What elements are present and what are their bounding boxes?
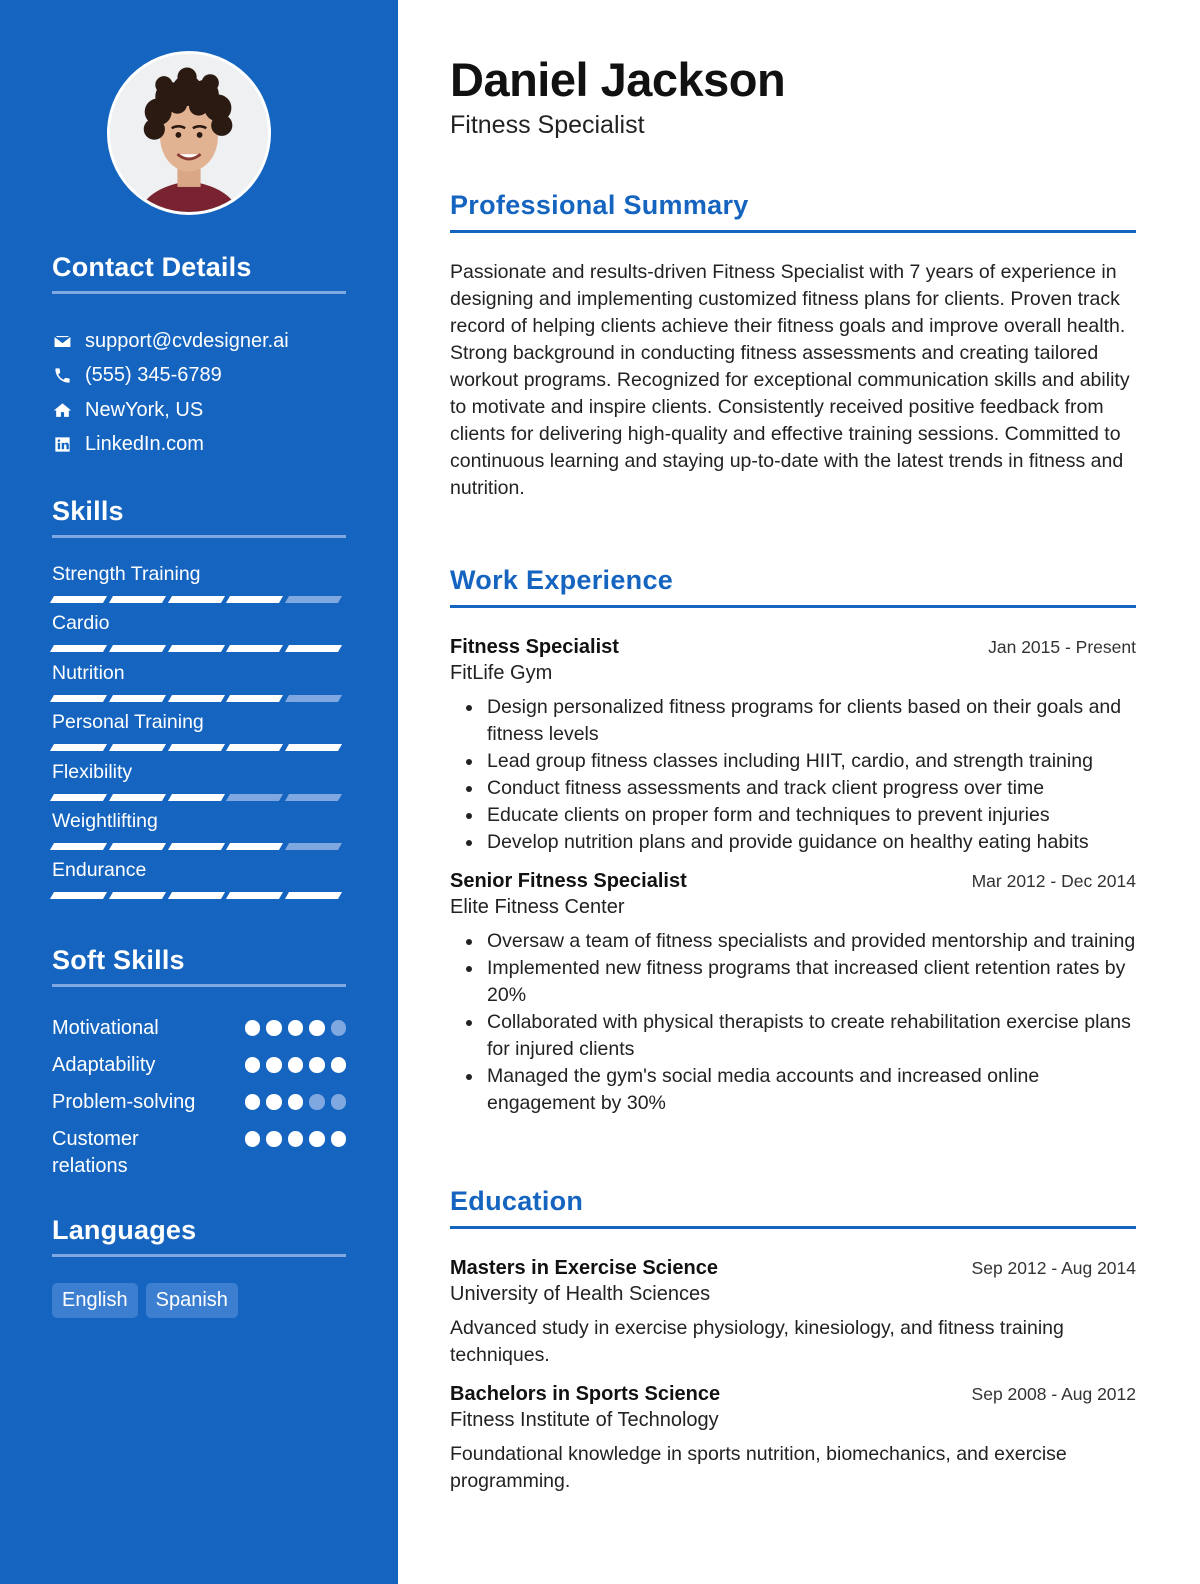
skill-name: Weightlifting: [52, 809, 158, 832]
skill-level-segment: [226, 596, 283, 603]
contact-phone[interactable]: [52, 359, 346, 394]
skill-level-bar: [52, 596, 346, 603]
soft-skills-heading: Soft Skills: [52, 945, 346, 987]
skill-level-segment: [226, 744, 283, 751]
skill-level-segment: [285, 843, 342, 850]
skill-item: [52, 809, 346, 858]
soft-skill-item: [52, 1126, 346, 1180]
rating-dot: [331, 1094, 347, 1110]
skill-level-segment: [168, 843, 225, 850]
skill-level-segment: [109, 843, 166, 850]
rating-dot: [266, 1020, 282, 1036]
experience-heading: Work Experience: [450, 565, 1136, 608]
soft-skill-name: Customer relations: [52, 1128, 139, 1177]
skill-level-segment: [285, 744, 342, 751]
job-company: FitLife Gym: [450, 662, 553, 684]
soft-skill-rating: [245, 1089, 347, 1110]
soft-skill-item: [52, 1015, 346, 1042]
skill-level-segment: [285, 892, 342, 899]
skill-level-segment: [226, 695, 283, 702]
skill-level-segment: [109, 695, 166, 702]
rating-dot: [331, 1131, 347, 1147]
contact-heading: Contact Details: [52, 252, 346, 294]
soft-skill-name: Problem-solving: [52, 1091, 196, 1113]
soft-skill-name: Adaptability: [52, 1054, 156, 1076]
degree-title: Masters in Exercise Science: [450, 1257, 718, 1279]
soft-skill-rating: [245, 1015, 347, 1036]
job-bullet: Educate clients on proper form and techniques to prevent injuries: [487, 802, 1136, 829]
skill-level-segment: [226, 645, 283, 652]
rating-dot: [288, 1131, 304, 1147]
skill-level-segment: [50, 596, 107, 603]
skill-name: Flexibility: [52, 760, 133, 783]
contact-phone-text: (555) 345-6789: [85, 364, 222, 387]
contact-linkedin[interactable]: [52, 428, 346, 463]
skill-item: [52, 562, 346, 611]
rating-dot: [245, 1057, 261, 1073]
contact-list: [52, 324, 346, 462]
job-title: Fitness Specialist: [450, 636, 619, 658]
skill-item: [52, 710, 346, 759]
skill-level-segment: [50, 794, 107, 801]
languages-section: [52, 1215, 346, 1318]
rating-dot: [309, 1131, 325, 1147]
skill-level-segment: [168, 744, 225, 751]
job-date: Jan 2015 - Present: [988, 637, 1136, 657]
job-bullet: Lead group fitness classes including HIIT, cardio, and strength training: [487, 748, 1136, 775]
rating-dot: [309, 1094, 325, 1110]
education-heading: Education: [450, 1186, 1136, 1229]
education-section: [450, 1186, 1136, 1495]
job-bullet: Develop nutrition plans and provide guidance on healthy eating habits: [487, 829, 1136, 856]
skill-item: [52, 611, 346, 660]
language-tag: Spanish: [146, 1283, 238, 1318]
rating-dot: [245, 1094, 261, 1110]
job-bullet: Implemented new fitness programs that increased client retention rates by 20%: [487, 955, 1136, 1009]
skill-level-segment: [168, 695, 225, 702]
candidate-name: Daniel Jackson: [450, 53, 786, 106]
job-bullet: Conduct fitness assessments and track client progress over time: [487, 775, 1136, 802]
skill-item: [52, 760, 346, 809]
summary-text: Passionate and results-driven Fitness Specialist with 7 years of experience in designing and implementing customized fitness plans for clients. Proven track record of helping clients achieve their fitness goals and improve overall health. Strong background in conducting fitness assessments and creating tailored workout programs. Recognized for exceptional communication skills and ability to motivate and inspire clients. Consistently received positive feedback from clients for delivering high-quality and effective training sessions. Committed to continuous learning and staying up-to-date with the latest trends in fitness and nutrition.: [450, 261, 1130, 499]
envelope-icon: [52, 331, 72, 351]
sidebar: [0, 0, 398, 1584]
summary-section: [450, 190, 1136, 502]
skill-level-segment: [50, 843, 107, 850]
job-bullet: Design personalized fitness programs for clients based on their goals and fitness levels: [487, 694, 1136, 748]
rating-dot: [288, 1094, 304, 1110]
skill-level-segment: [50, 892, 107, 899]
contact-location: [52, 393, 346, 428]
languages-heading: Languages: [52, 1215, 346, 1257]
skill-level-segment: [226, 794, 283, 801]
soft-skill-item: [52, 1052, 346, 1079]
skill-level-bar: [52, 744, 346, 751]
job-bullet: Collaborated with physical therapists to create rehabilitation exercise plans for injured clients: [487, 1009, 1136, 1063]
rating-dot: [309, 1057, 325, 1073]
rating-dot: [309, 1020, 325, 1036]
skill-level-segment: [168, 596, 225, 603]
soft-skill-list: [52, 1015, 346, 1180]
education-date: Sep 2012 - Aug 2014: [971, 1258, 1136, 1278]
profile-photo-illustration: [110, 54, 268, 212]
rating-dot: [331, 1057, 347, 1073]
degree-title: Bachelors in Sports Science: [450, 1383, 721, 1405]
skills-heading: Skills: [52, 496, 346, 538]
skill-level-segment: [168, 645, 225, 652]
summary-heading: Professional Summary: [450, 190, 1136, 233]
job-bullets: [450, 928, 1136, 1117]
education-date: Sep 2008 - Aug 2012: [971, 1384, 1136, 1404]
job-title: Senior Fitness Specialist: [450, 870, 687, 892]
skill-level-segment: [285, 794, 342, 801]
skill-level-bar: [52, 645, 346, 652]
skill-level-segment: [226, 892, 283, 899]
soft-skill-item: [52, 1089, 346, 1116]
skill-level-segment: [50, 695, 107, 702]
rating-dot: [245, 1131, 261, 1147]
rating-dot: [266, 1131, 282, 1147]
soft-skill-rating: [245, 1126, 347, 1147]
rating-dot: [331, 1020, 347, 1036]
skill-level-segment: [168, 794, 225, 801]
candidate-role: Fitness Specialist: [450, 111, 645, 139]
skill-level-segment: [109, 645, 166, 652]
contact-email[interactable]: [52, 324, 346, 359]
skill-level-segment: [109, 892, 166, 899]
skill-level-segment: [50, 744, 107, 751]
school-name: Fitness Institute of Technology: [450, 1409, 719, 1431]
contact-section: [52, 252, 346, 462]
soft-skills-section: [52, 945, 346, 1190]
skills-section: [52, 496, 346, 908]
skill-name: Personal Training: [52, 711, 204, 734]
skill-name: Nutrition: [52, 661, 125, 684]
experience-section: [450, 565, 1136, 1117]
contact-location-text: NewYork, US: [85, 398, 204, 421]
job-company: Elite Fitness Center: [450, 896, 625, 918]
rating-dot: [266, 1094, 282, 1110]
soft-skill-rating: [245, 1052, 347, 1073]
profile-photo: [107, 51, 271, 215]
job-entry: [450, 634, 1136, 856]
skill-level-segment: [285, 695, 342, 702]
job-entry: [450, 868, 1136, 1117]
skill-list: [52, 562, 346, 908]
phone-icon: [52, 366, 72, 386]
rating-dot: [288, 1020, 304, 1036]
skill-level-segment: [50, 645, 107, 652]
skill-level-segment: [109, 596, 166, 603]
job-bullet: Oversaw a team of fitness specialists and provided mentorship and training: [487, 928, 1136, 955]
soft-skill-name: Motivational: [52, 1017, 159, 1039]
job-bullets: [450, 694, 1136, 856]
contact-email-text: support@cvdesigner.ai: [85, 329, 289, 352]
skill-level-segment: [109, 744, 166, 751]
education-entry: [450, 1255, 1136, 1369]
skill-name: Endurance: [52, 859, 147, 882]
language-tag: English: [52, 1283, 138, 1318]
rating-dot: [288, 1057, 304, 1073]
skill-level-bar: [52, 892, 346, 899]
home-icon: [52, 400, 72, 420]
skill-level-segment: [109, 794, 166, 801]
job-bullet: Managed the gym's social media accounts and increased online engagement by 30%: [487, 1063, 1136, 1117]
education-description: Advanced study in exercise physiology, kinesiology, and fitness training techniques.: [450, 1317, 1064, 1366]
skill-name: Cardio: [52, 612, 110, 635]
contact-linkedin-text: LinkedIn.com: [85, 433, 204, 456]
skill-level-bar: [52, 843, 346, 850]
education-description: Foundational knowledge in sports nutrition, biomechanics, and exercise programming.: [450, 1443, 1067, 1492]
skill-level-segment: [168, 892, 225, 899]
school-name: University of Health Sciences: [450, 1283, 711, 1305]
skill-level-segment: [285, 596, 342, 603]
language-list: [52, 1283, 346, 1318]
rating-dot: [266, 1057, 282, 1073]
linkedin-icon: [52, 435, 72, 455]
skill-item: [52, 858, 346, 907]
skill-level-bar: [52, 794, 346, 801]
skill-level-segment: [285, 645, 342, 652]
rating-dot: [245, 1020, 261, 1036]
education-entry: [450, 1381, 1136, 1495]
skill-name: Strength Training: [52, 563, 201, 585]
skill-level-bar: [52, 695, 346, 702]
skill-level-segment: [226, 843, 283, 850]
job-date: Mar 2012 - Dec 2014: [971, 871, 1136, 891]
skill-item: [52, 661, 346, 710]
